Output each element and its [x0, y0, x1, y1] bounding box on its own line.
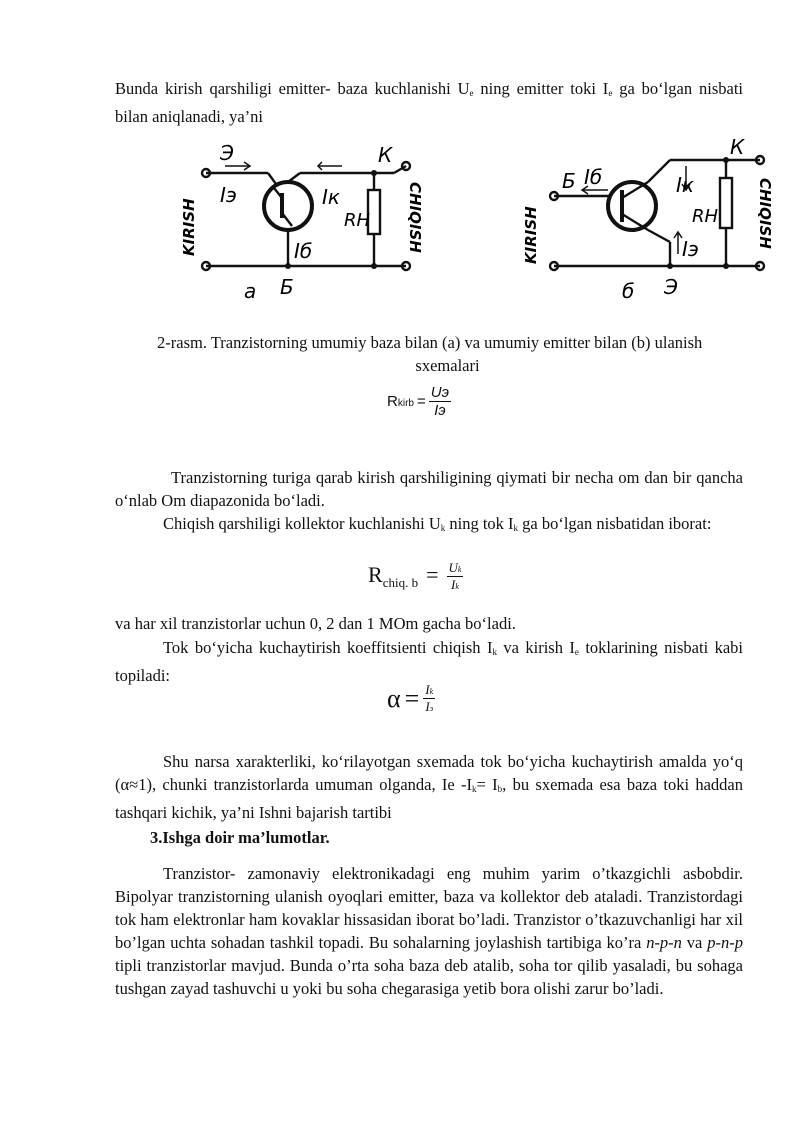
- paragraph-characteristic: [115, 750, 743, 824]
- subscript: e: [469, 88, 474, 98]
- formula-rkirb: [387, 384, 451, 419]
- label-ik: Iк: [322, 185, 340, 209]
- label-kirish-left: KIRISH: [180, 198, 198, 256]
- formula-denominator: I: [451, 577, 456, 592]
- formula-denominator-sub: k: [455, 582, 459, 591]
- paragraph-transistor-info: [115, 862, 743, 1000]
- formula-lhs: R: [368, 562, 383, 587]
- formula-lhs-sub: chiq. b: [382, 575, 419, 590]
- subscript: e: [574, 647, 579, 657]
- pnp-term: p-n-p: [707, 933, 743, 952]
- formula-numerator: U: [448, 560, 458, 575]
- paragraph-intro: [115, 77, 743, 128]
- label-letter-a: а: [244, 279, 257, 303]
- subscript: b: [497, 784, 503, 794]
- subscript: k: [440, 523, 446, 533]
- label-emitter: Э: [220, 141, 234, 165]
- text-run: Shu narsa xarakterliki, ko‘rilayotgan sxemada tok bo‘yicha kuchaytirish amalda yo‘q (α≈1), chunki tranzistorlarda umuman olganda, Ie -I: [115, 752, 743, 794]
- label-rn: RH: [344, 210, 371, 231]
- subscript: k: [472, 784, 477, 794]
- paragraph-range: va har xil tranzistorlar uchun 0, 2 dan 1 MOm gacha bo‘ladi.: [115, 614, 516, 633]
- label-letter-b: б: [622, 279, 635, 303]
- text-run: = I: [476, 775, 498, 794]
- label-ie: Iэ: [220, 183, 237, 207]
- paragraph-input-resistance: Tranzistorning turiga qarab kirish qarshiligining qiymati bir necha om dan bir qancha o‘nlab Om diapazonida bo‘ladi.: [115, 468, 743, 510]
- text-run: tipli tranzistorlar mavjud. Bunda o’rta soha baza deb atalib, soha tor qilib yasaladi, bu sohaga tushgan zayad tashuvchi u yoki bu soha chegarasiga yetib bora olishi zarur bo’ladi.: [115, 956, 743, 998]
- transistor-circuit-figure: [170, 138, 780, 308]
- text-run: va kirish I: [496, 638, 575, 657]
- paragraph-gain: [115, 636, 743, 687]
- label-ie-b: Iэ: [682, 237, 699, 261]
- formula-lhs: α: [387, 683, 401, 713]
- label-base-b: Б: [562, 169, 576, 193]
- subscript: k: [513, 523, 519, 533]
- formula-rchiq: [368, 560, 463, 593]
- formula-alpha: [387, 682, 435, 715]
- formula-denominator: I: [425, 699, 430, 714]
- npn-term: n-p-n: [646, 933, 682, 952]
- label-base: Б: [280, 275, 294, 299]
- caption-line-1: 2-rasm. Tranzistorning umumiy baza bilan (a) va umumiy emitter bilan (b) ulanish: [157, 333, 703, 352]
- text-run: ga bo‘lgan nisbatidan iborat:: [518, 514, 712, 533]
- formula-numerator-sub: k: [457, 565, 462, 574]
- subscript: k: [492, 647, 497, 657]
- text-run: Bunda kirish qarshiligi emitter- baza kuchlanishi U: [115, 79, 470, 98]
- formula-lhs: R: [387, 393, 398, 410]
- formula-eq: =: [426, 562, 439, 587]
- label-ib-b: Iб: [584, 165, 603, 189]
- formula-numerator-sub: k: [429, 687, 434, 696]
- formula-denominator-sub: э: [429, 704, 434, 713]
- formula-lhs-sub: kirb: [397, 398, 414, 409]
- formula-eq: =: [416, 393, 426, 410]
- label-kirish-right: KIRISH: [522, 206, 540, 264]
- text-run: Chiqish qarshiligi kollektor kuchlanishi U: [163, 514, 441, 533]
- label-ik-b: Iк: [676, 173, 694, 197]
- label-collector: К: [378, 143, 393, 167]
- text-run: va: [681, 933, 708, 952]
- label-chiqish-left: CHIQISH: [406, 182, 424, 253]
- paragraph-output-resistance: [115, 512, 743, 540]
- text-run: Tok bo‘yicha kuchaytirish koeffitsienti chiqish I: [163, 638, 493, 657]
- label-rn-b: RH: [692, 206, 719, 227]
- formula-numerator: Uэ: [430, 384, 449, 401]
- text-run: ga bo‘lgan nisbati bilan aniqlanadi, ya’ni: [115, 79, 743, 126]
- subscript: e: [608, 88, 613, 98]
- label-ib: Iб: [294, 239, 313, 263]
- text-run: , bu sxemada esa baza toki haddan tashqari kichik, ya’ni Ishni bajarish tartibi: [115, 775, 743, 822]
- caption-line-2: sxemalari: [415, 356, 480, 375]
- text-run: toklarining nisbati kabi topiladi:: [115, 638, 744, 685]
- section-heading: 3.Ishga doir ma’lumotlar.: [150, 828, 330, 847]
- text-run: ning emitter toki I: [473, 79, 609, 98]
- label-chiqish-right: CHIQISH: [756, 178, 774, 249]
- formula-numerator: I: [425, 682, 430, 697]
- label-collector-b: К: [730, 138, 745, 159]
- formula-denominator: Iэ: [434, 402, 446, 419]
- label-emitter-b: Э: [664, 275, 678, 299]
- text-run: Tranzistor- zamonaviy elektronikadagi eng muhim yarim o’tkazgichli asbobdir. Bipolyar tranzistorning ulanish oyoqlari emitter, baza va kollektor deb ataladi. Tranzistordagi tok ham elektronlar ham kovaklar hissasidan iborat bo’ladi. Tranzistor o’tkazuvchanligi har xil bo’lgan uchta sohadan tashkil topadi. Bu sohalarning joylashish tartibiga ko’ra: [115, 864, 743, 952]
- formula-eq: =: [404, 683, 420, 713]
- figure-caption: [115, 331, 780, 377]
- text-run: ning tok I: [445, 514, 514, 533]
